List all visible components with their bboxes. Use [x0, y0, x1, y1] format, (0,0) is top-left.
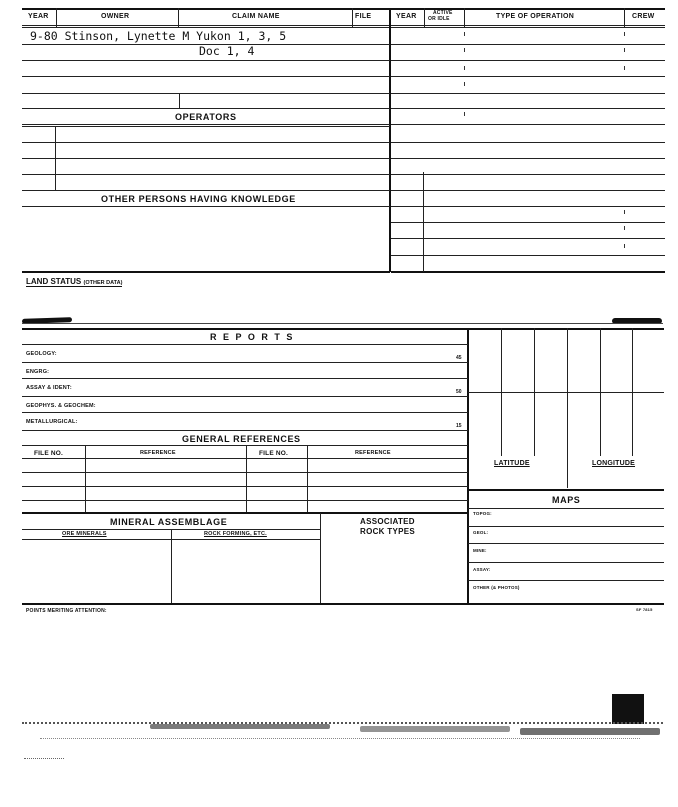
col-type-of-operation: TYPE OF OPERATION	[496, 13, 575, 20]
col-file: FILE	[355, 13, 372, 20]
rule	[246, 445, 247, 513]
rule	[391, 206, 665, 207]
rule	[22, 44, 390, 45]
scan-artifact	[150, 724, 330, 729]
tick	[464, 82, 465, 86]
gr-col-file-no-1: FILE NO.	[34, 450, 64, 457]
rule	[22, 344, 468, 345]
rule	[22, 158, 390, 159]
rule	[468, 580, 664, 581]
rule	[391, 142, 665, 143]
report-metallurgical: METALLURGICAL:	[26, 419, 78, 425]
tick	[624, 48, 625, 52]
gr-col-reference-1: REFERENCE	[140, 450, 176, 456]
rule	[391, 238, 665, 239]
entry-row-1: 9-80 Stinson, Lynette M Yukon 1, 3, 5	[30, 29, 287, 43]
operators-title: OPERATORS	[175, 112, 237, 122]
rule	[22, 430, 468, 431]
rule	[468, 392, 664, 393]
latitude-label: LATITUDE	[494, 460, 530, 467]
tick	[464, 32, 465, 36]
rule	[352, 8, 353, 27]
entry-row-2: Doc 1, 4	[199, 44, 255, 58]
land-status-suffix: (OTHER DATA)	[83, 280, 123, 286]
land-status	[26, 277, 122, 287]
tick	[464, 48, 465, 52]
report-geology-num: 45	[456, 355, 462, 361]
rule	[22, 458, 468, 459]
rule	[468, 508, 664, 509]
rule	[391, 76, 665, 77]
rule	[391, 27, 665, 28]
col-crew: CREW	[632, 13, 655, 20]
rule	[22, 486, 468, 487]
tick	[624, 66, 625, 70]
reports-title: R E P O R T S	[210, 332, 295, 342]
tick	[624, 210, 625, 214]
map-geol: GEOL:	[473, 530, 489, 535]
form-code: SF 7815	[636, 607, 653, 612]
rule	[468, 489, 664, 491]
rule	[22, 271, 390, 273]
rule	[22, 93, 390, 94]
col-activity-year: YEAR	[396, 13, 417, 20]
rule	[391, 222, 665, 223]
rule	[391, 174, 665, 175]
rule	[56, 8, 57, 27]
points-meriting-label: POINTS MERITING ATTENTION:	[26, 608, 107, 614]
rule	[624, 8, 625, 27]
scan-artifact	[360, 726, 510, 732]
rule	[22, 126, 390, 127]
rule	[22, 362, 468, 363]
rule	[22, 108, 390, 109]
ore-minerals-label: ORE MINERALS	[62, 531, 107, 537]
rule	[391, 190, 665, 191]
rule	[22, 174, 390, 175]
rule	[468, 526, 664, 527]
col-owner: OWNER	[101, 13, 130, 20]
map-assay: ASSAY:	[473, 567, 491, 572]
rule	[22, 142, 390, 143]
report-metallurgical-num: 15	[456, 423, 462, 429]
tick	[624, 32, 625, 36]
fold-line	[22, 323, 663, 324]
rule	[22, 124, 390, 125]
col-active: ACTIVE	[433, 10, 453, 16]
rule	[22, 472, 468, 473]
scan-artifact	[22, 722, 663, 724]
col-claim-name: CLAIM NAME	[232, 13, 280, 20]
gr-col-reference-2: REFERENCE	[355, 450, 391, 456]
rule	[22, 60, 390, 61]
map-topog: TOPOG:	[473, 511, 492, 516]
other-persons-title: OTHER PERSONS HAVING KNOWLEDGE	[101, 194, 296, 204]
scan-artifact	[40, 738, 640, 739]
rule	[468, 562, 664, 563]
tick	[624, 244, 625, 248]
rule	[464, 8, 465, 27]
rule	[179, 93, 180, 108]
rule	[22, 445, 468, 446]
scan-artifact	[520, 728, 660, 735]
associated-label: ASSOCIATED	[360, 517, 415, 526]
rule	[22, 378, 468, 379]
rule	[22, 206, 390, 207]
tick	[624, 226, 625, 230]
rule	[468, 603, 664, 605]
rule	[22, 190, 390, 191]
rule	[468, 543, 664, 544]
gr-col-file-no-2: FILE NO.	[259, 450, 289, 457]
rule	[22, 76, 390, 77]
rule	[178, 8, 179, 27]
rule	[22, 500, 468, 501]
scan-artifact	[24, 758, 64, 759]
col-year: YEAR	[28, 13, 49, 20]
tick	[464, 66, 465, 70]
rule	[391, 108, 665, 109]
rule	[22, 25, 390, 26]
rule	[22, 27, 390, 28]
col-or-idle: OR IDLE	[428, 16, 450, 22]
report-geology: GEOLOGY:	[26, 351, 57, 357]
land-status-title: LAND STATUS	[26, 277, 82, 286]
mineral-assemblage-title: MINERAL ASSEMBLAGE	[110, 517, 228, 527]
rule	[391, 255, 665, 256]
rule	[391, 271, 665, 273]
maps-title: MAPS	[552, 495, 581, 505]
longitude-label: LONGITUDE	[592, 460, 636, 467]
rule	[320, 513, 321, 604]
rule	[391, 60, 665, 61]
map-mine: MINE:	[473, 548, 487, 553]
rule	[567, 328, 568, 488]
rule	[391, 93, 665, 94]
rule	[22, 328, 468, 330]
report-assay: ASSAY & IDENT:	[26, 385, 72, 391]
rule	[468, 328, 664, 330]
rule	[22, 512, 468, 514]
rule	[389, 8, 391, 272]
map-other: OTHER (& PHOTOS)	[473, 585, 520, 590]
tick	[464, 112, 465, 116]
rule	[22, 412, 468, 413]
rule	[22, 8, 390, 10]
scan-artifact	[612, 694, 644, 724]
rule	[391, 44, 665, 45]
rule	[424, 8, 425, 27]
rule	[391, 124, 665, 125]
general-references-title: GENERAL REFERENCES	[182, 434, 301, 444]
report-geophys: GEOPHYS. & GEOCHEM:	[26, 403, 96, 409]
report-assay-num: 50	[456, 389, 462, 395]
rock-forming-label: ROCK FORMING, ETC.	[204, 531, 267, 537]
rule	[22, 603, 468, 605]
report-engrg: ENGRG:	[26, 369, 50, 375]
rock-types-label: ROCK TYPES	[360, 527, 416, 536]
rule	[307, 445, 308, 513]
rule	[171, 529, 172, 604]
rule	[22, 396, 468, 397]
rule	[391, 158, 665, 159]
rule	[85, 445, 86, 513]
rule	[423, 172, 424, 272]
